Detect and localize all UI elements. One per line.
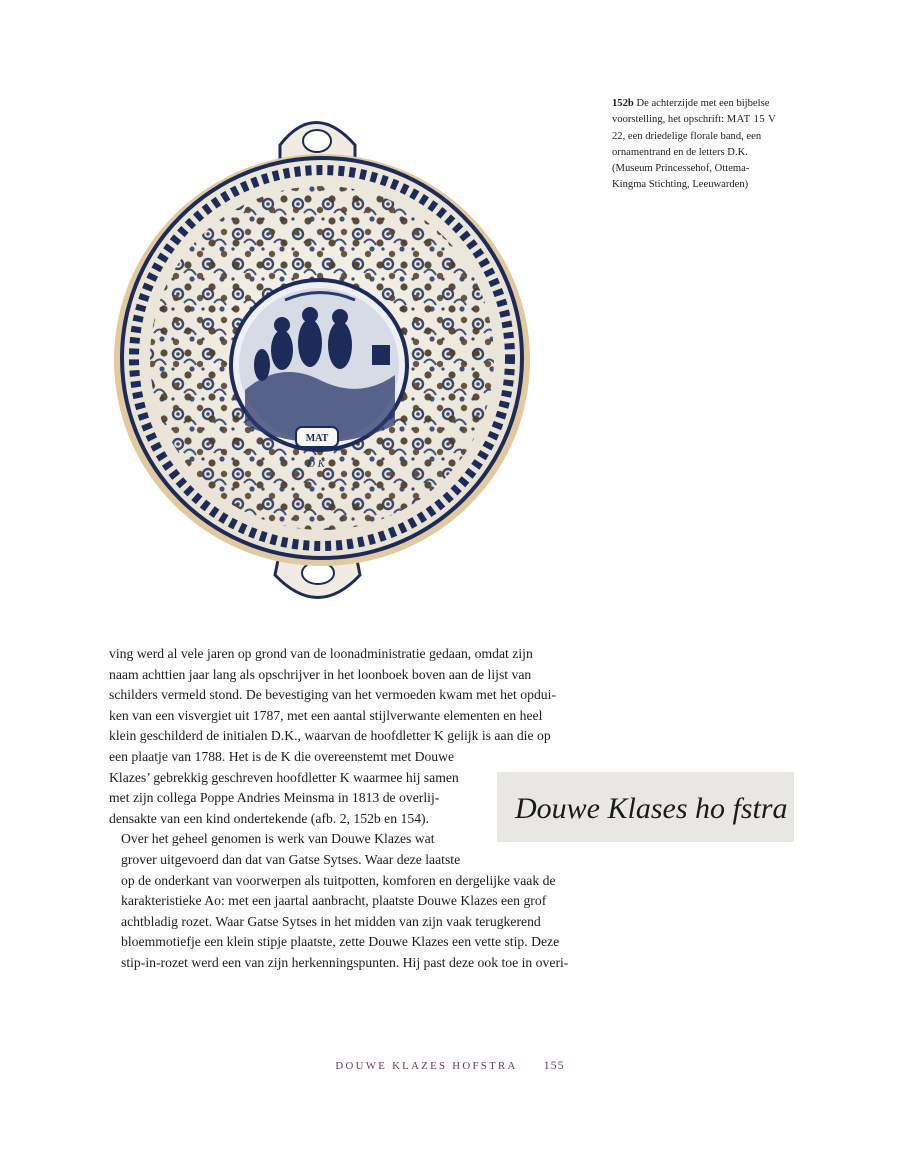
body-line: klein geschilderd de initialen D.K., waarvan de hoofdletter K gelijk is aan die op (109, 728, 551, 744)
colander-inscription: MAT (305, 433, 329, 444)
body-line: grover uitgevoerd dan dat van Gatse Sytses. Waar deze laatste (121, 851, 461, 867)
page-footer (0, 1058, 900, 1073)
caption-line-2a: voorstelling, het opschrift: (612, 114, 727, 126)
body-line: naam achttien jaar lang als opschrijver in het loonboek boven aan de lijst van (109, 666, 532, 682)
body-line: karakteristieke Ao: met een jaartal aanbracht, plaatste Douwe Klazes een grof (121, 893, 547, 909)
signature-text: Douwe Klases ho fstra (515, 792, 788, 825)
figure-caption (612, 96, 817, 194)
colander-photo (110, 105, 535, 610)
body-line: schilders vermeld stond. De bevestiging van het vermoeden kwam met het opdui- (109, 687, 557, 703)
body-line: met zijn collega Poppe Andries Meinsma in 1813 de overlij- (109, 790, 440, 806)
body-line: stip-in-rozet werd een van zijn herkenningspunten. Hij past deze ook toe in overi- (121, 954, 569, 970)
caption-line-3: 22, een driedelige florale band, een (612, 130, 762, 142)
caption-bible-reference: MAT 15 V (726, 114, 777, 126)
body-line: bloemmotiefje een klein stipje plaatste, zette Douwe Klazes een vette stip. Deze (121, 934, 560, 950)
caption-line-1: De achterzijde met een bijbelse (636, 98, 770, 109)
body-line: ken van een visvergiet uit 1787, met een aantal stijlverwante elementen en heel (109, 707, 543, 723)
caption-line-5: (Museum Princessehof, Ottema- (612, 163, 750, 175)
colander-image (110, 105, 535, 610)
body-line: een plaatje van 1788. Het is de K die overeenstemt met Douwe (109, 748, 455, 764)
body-line: densakte van een kind ondertekende (afb. 2, 152b en 154). (109, 810, 430, 826)
body-line: ving werd al vele jaren op grond van de loonadministratie gedaan, omdat zijn (109, 646, 533, 661)
body-line: op de onderkant van voorwerpen als tuitpotten, komforen en dergelijke vaak de (121, 872, 556, 888)
caption-line-4: ornamentrand en de letters D.K. (612, 146, 748, 158)
body-line: achtbladig rozet. Waar Gatse Sytses in het midden van zijn vaak terugkerend (121, 913, 541, 929)
colander-letters: D K (306, 458, 326, 470)
caption-line-6: Kingma Stichting, Leeuwarden) (612, 179, 749, 191)
paragraph-2 (109, 829, 591, 973)
body-line: Klazes’ gebrekkig geschreven hoofdletter K waarmee hij samen (109, 769, 459, 785)
body-line: Over het geheel genomen is werk van Douwe Klazes wat (121, 831, 435, 847)
signature-image (497, 772, 794, 842)
figure-number: 152b (612, 98, 634, 109)
running-head: DOUWE KLAZES HOFSTRA (335, 1060, 518, 1072)
page-number: 155 (543, 1058, 565, 1072)
